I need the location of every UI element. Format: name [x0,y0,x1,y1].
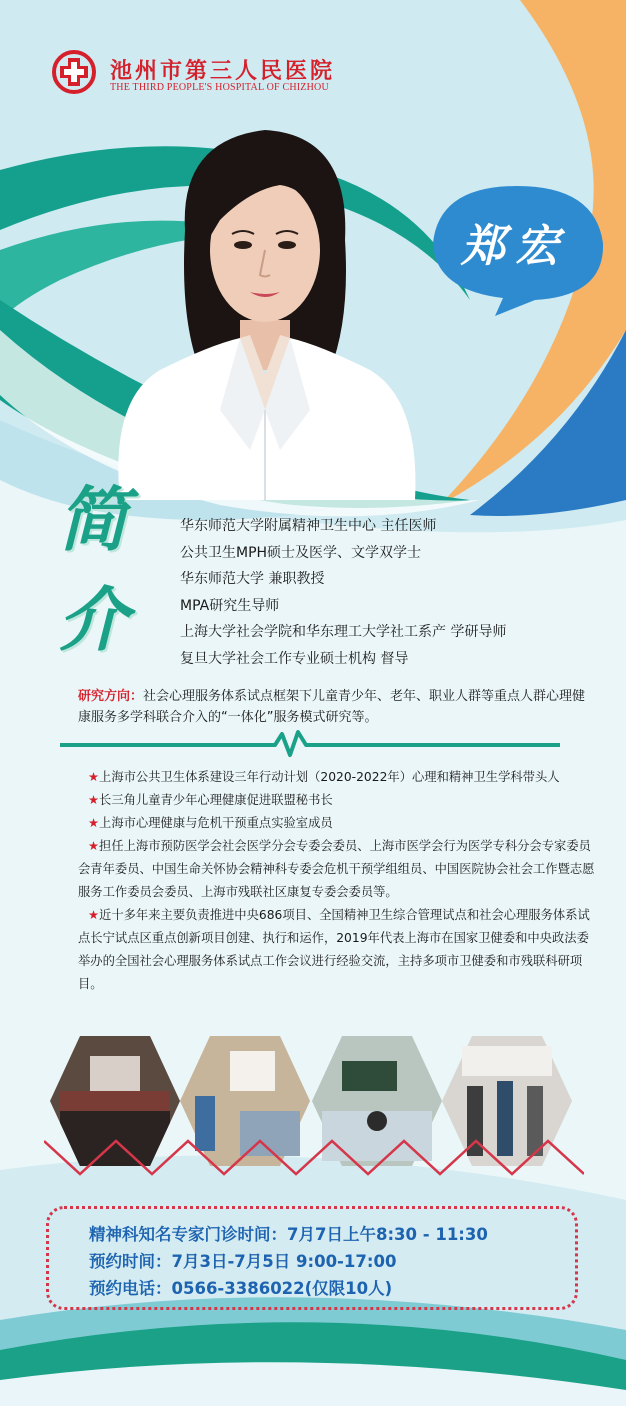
star-icon: ★ [88,770,100,784]
credentials-list [180,513,610,672]
booking-time: 预约时间：7月3日-7月5日 9:00-17:00 [89,1252,397,1271]
credential-item: 复旦大学社会工作专业硕士机构 督导 [180,650,409,667]
intro-title: 简介 [58,478,128,661]
research-label: 研究方向： [78,689,144,704]
clinic-hours: 精神科知名专家门诊时间：7月7日上午8:30 - 11:30 [89,1225,488,1244]
credential-item: MPA研究生导师 [180,597,280,614]
achievement-item: ★上海市心理健康与危机干预重点实验室成员 [88,816,333,830]
booking-phone[interactable]: 预约电话：0566-3386022(仅限10人) [89,1279,393,1298]
doctor-name: 郑宏 [461,221,569,272]
achievement-item: ★近十多年来主要负责推进中央686项目、全国精神卫生综合管理试点和社会心理服务体系试点长宁试点区重点创新项目创建、执行和运作，2019年代表上海市在国家卫健委和中央政法委举办的全国社会心理服务体系试点工作会议进行经验交流，主持多项市卫健委和市残联科研项目。 [78,908,590,991]
photo-auditorium [50,1036,180,1166]
credential-item: 上海大学社会学院和华东理工大学社工系产 学研导师 [180,624,507,640]
credential-item: 公共卫生MPH硕士及医学、文学双学士 [180,544,422,561]
research-direction [78,686,598,728]
photo-presentation [180,1036,310,1166]
achievement-item: ★长三角儿童青少年心理健康促进联盟秘书长 [88,793,333,807]
credential-item: 华东师范大学 兼职教授 [180,571,325,587]
red-cross-icon [52,50,96,94]
hospital-name-en: THE THIRD PEOPLE'S HOSPITAL OF CHIZHOU [110,82,329,93]
achievements-list [78,766,598,996]
star-icon: ★ [88,816,100,830]
hospital-logo [52,50,352,100]
photo-classroom [312,1036,442,1166]
star-icon: ★ [88,839,100,853]
star-icon: ★ [88,908,100,922]
clinic-info-box [46,1206,578,1310]
heartbeat-divider [60,728,560,758]
achievement-item: ★担任上海市预防医学会社会医学分会专委会委员、上海市医学会行为医学专科分会专家委员会青年委员、中国生命关怀协会精神科专委会危机干预学组组员、中国医院协会社会工作暨志愿服务工作委员会委员、上海市残联社区康复专委会委员等。 [78,839,595,899]
activity-photos [44,1026,584,1186]
achievement-item: ★上海市公共卫生体系建设三年行动计划（2020-2022年）心理和精神卫生学科带头人 [88,770,560,784]
hospital-name-cn: 池州市第三人民医院 [110,59,336,84]
credential-item: 华东师范大学附属精神卫生中心 主任医师 [180,518,437,534]
star-icon: ★ [88,793,100,807]
doctor-portrait [100,110,430,500]
research-text: 社会心理服务体系试点框架下儿童青少年、老年、职业人群等重点人群心理健康服务多学科联合介入的“一体化”服务模式研究等。 [78,689,586,725]
